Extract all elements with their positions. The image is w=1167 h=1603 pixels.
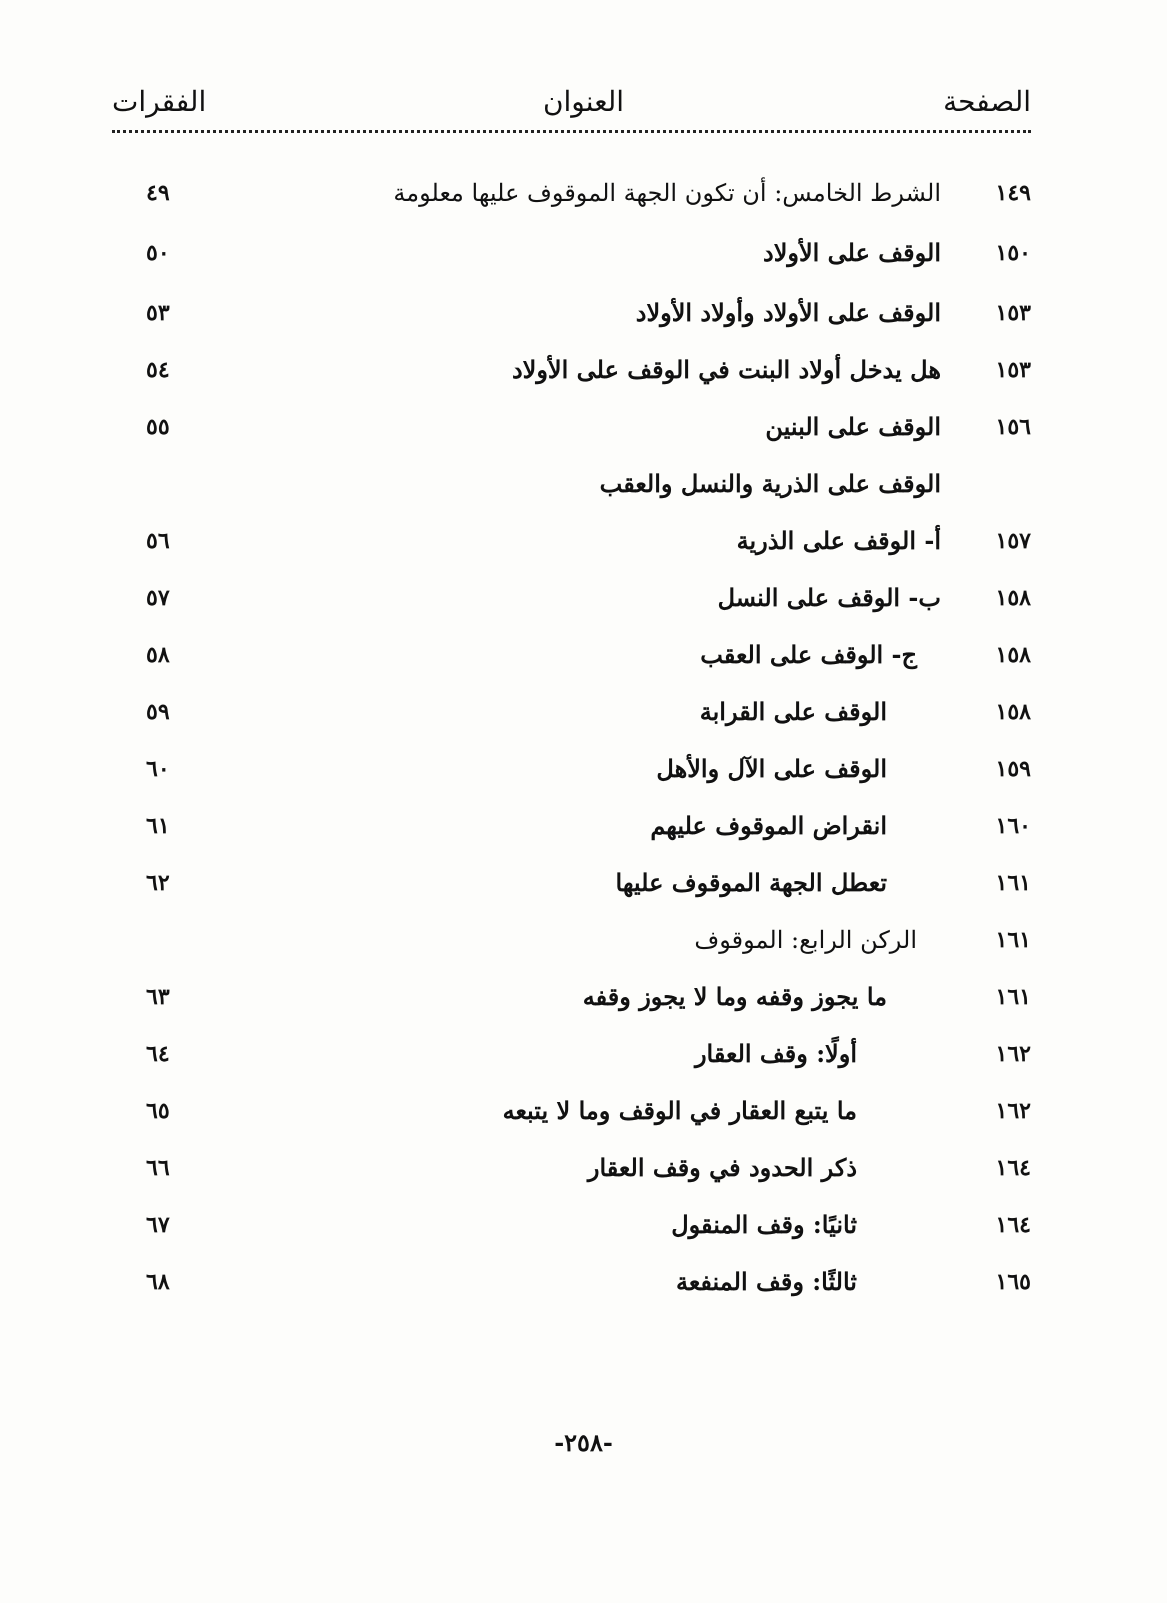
toc-row — [0, 692, 1167, 732]
row-title: ثالثًا: وقف المنفعة — [675, 1267, 857, 1296]
row-title: أولًا: وقف العقار — [694, 1039, 857, 1068]
row-page-number: ١٥٦ — [995, 414, 1031, 440]
dotted-separator — [112, 130, 1031, 133]
row-page-number: ١٦٢ — [995, 1098, 1031, 1124]
row-title: ج- الوقف على العقب — [700, 640, 917, 669]
row-paragraph-number: ٦٥ — [146, 1098, 170, 1124]
row-title: الوقف على الآل والأهل — [656, 754, 887, 783]
row-title: الوقف على الذرية والنسل والعقب — [599, 469, 941, 498]
row-paragraph-number: ٦٤ — [146, 1041, 170, 1067]
header-page-column: الصفحة — [943, 85, 1031, 118]
toc-row — [0, 863, 1167, 903]
toc-row — [0, 749, 1167, 789]
row-page-number: ١٦١ — [995, 927, 1031, 953]
row-title: تعطل الجهة الموقوف عليها — [615, 868, 887, 897]
row-paragraph-number: ٦٧ — [146, 1212, 170, 1238]
toc-row — [0, 806, 1167, 846]
row-title: الركن الرابع: الموقوف — [694, 926, 917, 954]
row-title: الوقف على البنين — [765, 412, 941, 441]
row-paragraph-number: ٥٥ — [146, 414, 170, 440]
toc-row — [0, 173, 1167, 213]
row-page-number: ١٥٩ — [995, 756, 1031, 782]
toc-row — [0, 578, 1167, 618]
row-title: الوقف على الأولاد وأولاد الأولاد — [635, 298, 941, 327]
toc-row — [0, 635, 1167, 675]
toc-row — [0, 1148, 1167, 1188]
row-page-number: ١٥٨ — [995, 585, 1031, 611]
row-title: الشرط الخامس: أن تكون الجهة الموقوف عليها معلومة — [393, 179, 941, 207]
row-page-number: ١٥٣ — [995, 300, 1031, 326]
row-page-number: ١٥٠ — [995, 240, 1031, 266]
row-page-number: ١٦١ — [995, 984, 1031, 1010]
row-title: هل يدخل أولاد البنت في الوقف على الأولاد — [511, 355, 941, 384]
row-title: ب- الوقف على النسل — [717, 583, 941, 612]
row-page-number: ١٦٤ — [995, 1155, 1031, 1181]
row-page-number: ١٦٠ — [995, 813, 1031, 839]
row-paragraph-number: ٦٠ — [146, 756, 170, 782]
row-page-number: ١٦٢ — [995, 1041, 1031, 1067]
toc-row — [0, 1034, 1167, 1074]
row-paragraph-number: ٥٤ — [146, 357, 170, 383]
row-paragraph-number: ٦١ — [146, 813, 170, 839]
row-title: ما يتبع العقار في الوقف وما لا يتبعه — [502, 1096, 857, 1125]
header-paragraphs-column: الفقرات — [112, 85, 207, 118]
row-paragraph-number: ٥٩ — [146, 699, 170, 725]
row-title: أ- الوقف على الذرية — [736, 526, 941, 555]
row-paragraph-number: ٦٦ — [146, 1155, 170, 1181]
toc-row — [0, 233, 1167, 273]
row-title: ذكر الحدود في وقف العقار — [587, 1153, 857, 1182]
toc-row — [0, 407, 1167, 447]
page-number-footer: -٢٥٨- — [554, 1428, 613, 1457]
toc-row — [0, 977, 1167, 1017]
row-page-number: ١٦٤ — [995, 1212, 1031, 1238]
row-paragraph-number: ٤٩ — [146, 180, 170, 206]
row-paragraph-number: ٥٧ — [146, 585, 170, 611]
row-page-number: ١٤٩ — [995, 180, 1031, 206]
toc-row — [0, 1091, 1167, 1131]
row-page-number: ١٥٧ — [995, 528, 1031, 554]
row-paragraph-number: ٥٨ — [146, 642, 170, 668]
row-paragraph-number: ٦٢ — [146, 870, 170, 896]
row-paragraph-number: ٥٠ — [146, 240, 170, 266]
toc-row — [0, 521, 1167, 561]
row-title: ثانيًا: وقف المنقول — [671, 1210, 857, 1239]
row-title: ما يجوز وقفه وما لا يجوز وقفه — [582, 982, 887, 1011]
header-title-column: العنوان — [542, 85, 625, 118]
row-paragraph-number: ٦٣ — [146, 984, 170, 1010]
row-page-number: ١٦١ — [995, 870, 1031, 896]
row-page-number: ١٦٥ — [995, 1269, 1031, 1295]
row-title: انقراض الموقوف عليهم — [650, 811, 887, 840]
row-title: الوقف على الأولاد — [763, 238, 941, 267]
row-page-number: ١٥٨ — [995, 699, 1031, 725]
toc-section-heading — [0, 464, 1167, 504]
row-title: الوقف على القرابة — [699, 697, 887, 726]
toc-row — [0, 1205, 1167, 1245]
row-paragraph-number: ٥٦ — [146, 528, 170, 554]
row-paragraph-number: ٦٨ — [146, 1269, 170, 1295]
toc-row — [0, 293, 1167, 333]
toc-row — [0, 350, 1167, 390]
toc-row — [0, 920, 1167, 960]
toc-row — [0, 1262, 1167, 1302]
row-page-number: ١٥٣ — [995, 357, 1031, 383]
row-page-number: ١٥٨ — [995, 642, 1031, 668]
row-paragraph-number: ٥٣ — [146, 300, 170, 326]
